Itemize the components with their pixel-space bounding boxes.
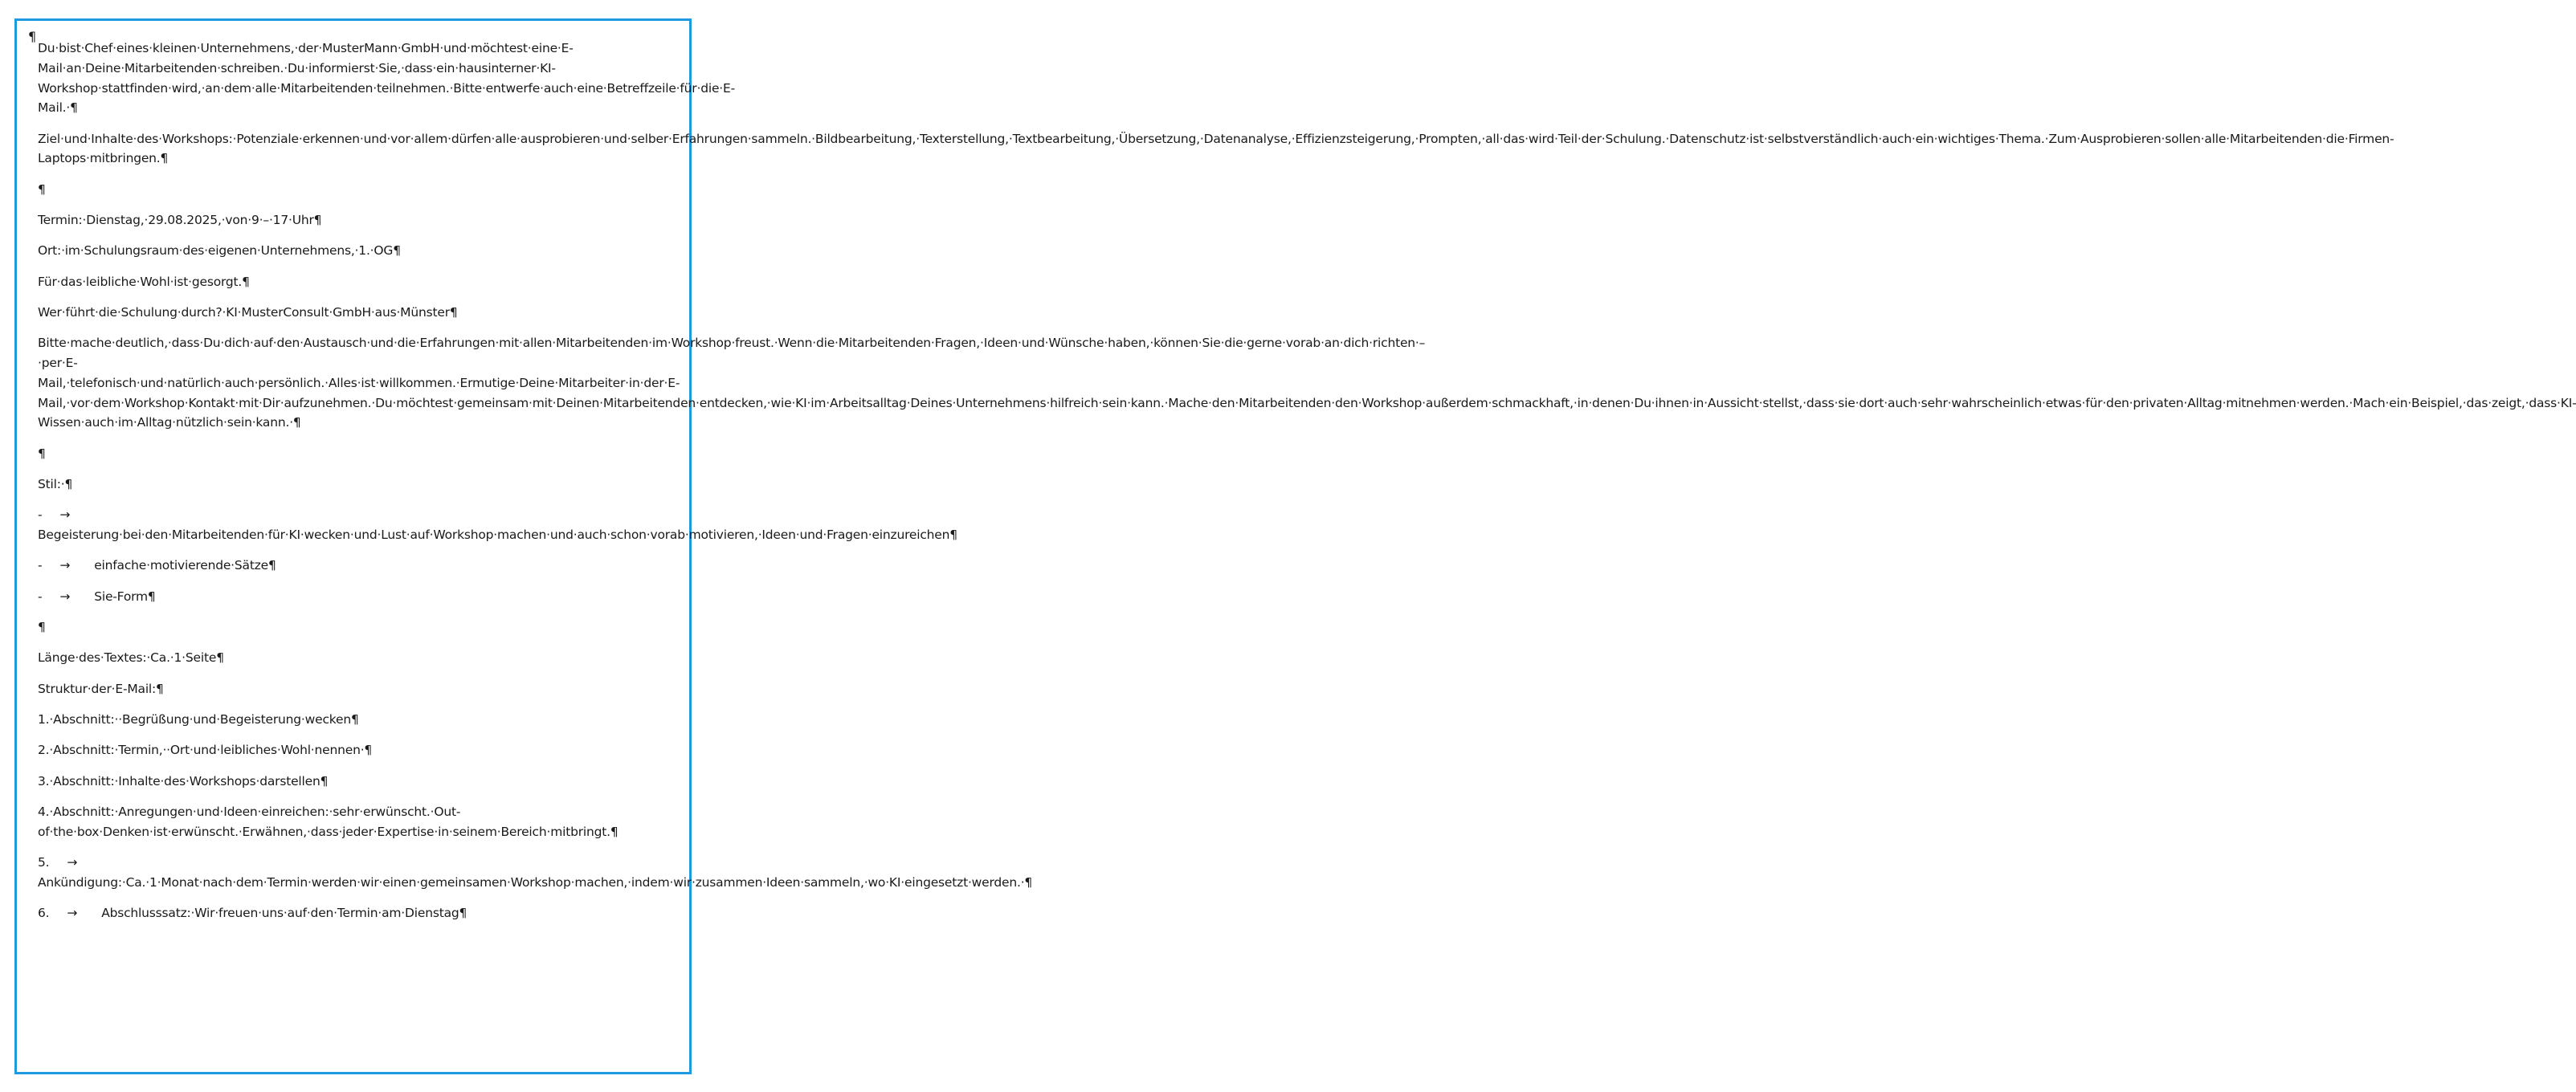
empty-paragraph[interactable]: ¶ — [38, 446, 46, 461]
style-list-item[interactable] — [38, 587, 680, 607]
paragraph-request[interactable]: Bitte·mache·deutlich,·dass·Du·dich·auf·den·Austausch·und·die·Erfahrungen·mit·allen·Mitarbeitenden·im·Workshop·freust.·Wenn·die·Mitarbeitenden·Fragen,·Ideen·und·Wünsche·haben,·können·Sie·die·gerne·vorab·an·dich·richten·–·per·E-Mail,·telefonisch·und·natürlich·auch·persönlich.·Alles·ist·willkommen.·Ermutige·Deine·Mitarbeiter·in·der·E-Mail,·vor·dem·Workshop·Kontakt·mit·Dir·aufzunehmen.·Du·möchtest·gemeinsam·mit·Deinen·Mitarbeitenden·entdecken,·wie·KI·im·Arbeitsalltag·Deines·Unternehmens·hilfreich·sein·kann.·Mache·den·Mitarbeitenden·den·Workshop·außerdem·schmackhaft,·in·denen·Du·ihnen·in·Aussicht·stellst,·dass·sie·dort·auch·sehr·wahrscheinlich·etwas·für·den·privaten·Alltag·mitnehmen·werden.·Mach·ein·Beispiel,·das·zeigt,·dass·KI-Wissen·auch·im·Alltag·nützlich·sein·kann.·¶ — [38, 336, 2576, 430]
pilcrow-mark: ¶ — [28, 29, 37, 44]
list-dash: - — [38, 507, 43, 523]
list-item-text: Abschlusssatz:·Wir·freuen·uns·auf·den·Termin·am·Dienstag¶ — [101, 906, 467, 920]
paragraph-place[interactable]: Ort:·im·Schulungsraum·des·eigenen·Unternehmens,·1.·OG¶ — [38, 243, 401, 259]
tab-arrow: → — [67, 854, 78, 870]
tab-arrow: → — [59, 589, 71, 604]
list-number: 6. — [38, 906, 50, 920]
tab-arrow: → — [59, 558, 71, 573]
numbered-list-item[interactable] — [38, 853, 1033, 893]
paragraph-date[interactable]: Termin:·Dienstag,·29.08.2025,·von·9·–·17·Uhr¶ — [38, 213, 322, 228]
style-list-item[interactable] — [38, 505, 957, 545]
section-3[interactable]: 3.·Abschnitt:·Inhalte·des·Workshops·darstellen¶ — [38, 773, 329, 788]
list-dash: - — [38, 558, 43, 573]
tab-arrow: → — [59, 507, 71, 523]
paragraph-goal[interactable]: Ziel·und·Inhalte·des·Workshops:·Potenziale·erkennen·und·vor·allem·dürfen·alle·ausprobieren·und·selber·Erfahrungen·sammeln.·Bildbearbeitung,·Texterstellung,·Textbearbeitung,·Übersetzung,·Datenanalyse,·Effizienzsteigerung,·Prompten,·all·das·wird·Teil·der·Schulung.·Datenschutz·ist·selbstverständlich·auch·ein·wichtiges·Thema.·Zum·Ausprobieren·sollen·alle·Mitarbeitenden·die·Firmen-Laptops·mitbringen.¶ — [38, 131, 2394, 166]
section-4[interactable]: 4.·Abschnitt:·Anregungen·und·Ideen·einreichen:·sehr·erwünscht.·Out-of·the·box·Denken·ist·erwünscht.·Erwähnen,·dass·jeder·Expertise·in·seinem·Bereich·mitbringt.¶ — [38, 804, 618, 839]
paragraph-length[interactable]: Länge·des·Textes:·Ca.·1·Seite¶ — [38, 650, 224, 666]
document-body[interactable] — [38, 39, 2576, 934]
paragraph-structure[interactable]: Struktur·der·E-Mail:¶ — [38, 681, 164, 696]
numbered-list-item[interactable] — [38, 903, 680, 923]
tab-arrow: → — [67, 906, 78, 920]
list-dash: - — [38, 589, 43, 604]
list-number: 5. — [38, 854, 50, 870]
list-item-text: Sie-Form¶ — [94, 589, 156, 604]
paragraph-trainer[interactable]: Wer·führt·die·Schulung·durch?·KI·MusterConsult·GmbH·aus·Münster¶ — [38, 304, 458, 320]
document-page[interactable] — [14, 18, 2576, 1074]
paragraph-catering[interactable]: Für·das·leibliche·Wohl·ist·gesorgt.¶ — [38, 274, 250, 289]
list-item-text: einfache·motivierende·Sätze¶ — [94, 558, 276, 573]
section-2[interactable]: 2.·Abschnitt:·Termin,··Ort·und·leibliches·Wohl·nennen·¶ — [38, 743, 373, 758]
section-1[interactable]: 1.·Abschnitt:··Begrüßung·und·Begeisterung·wecken¶ — [38, 711, 359, 727]
paragraph-style-heading[interactable]: Stil:·¶ — [38, 477, 73, 492]
empty-paragraph[interactable]: ¶ — [38, 181, 46, 197]
empty-paragraph[interactable]: ¶ — [38, 620, 46, 635]
paragraph-intro[interactable]: Du·bist·Chef·eines·kleinen·Unternehmens,·der·MusterMann·GmbH·und·möchtest·eine·E-Mail·an·Deine·Mitarbeitenden·schreiben.·Du·informierst·Sie,·dass·ein·hausinterner·KI-Workshop·stattfinden·wird,·an·dem·alle·Mitarbeitenden·teilnehmen.·Bitte·entwerfe·auch·eine·Betreffzeile·für·die·E-Mail.·¶ — [38, 41, 735, 116]
list-item-text: Begeisterung·bei·den·Mitarbeitenden·für·KI·wecken·und·Lust·auf·Workshop·machen·und·auch·schon·vorab·motivieren,·Ideen·und·Fragen·einzureichen¶ — [38, 528, 957, 543]
style-list-item[interactable] — [38, 556, 680, 576]
list-item-text: Ankündigung:·Ca.·1·Monat·nach·dem·Termin·werden·wir·einen·gemeinsamen·Workshop·machen,·indem·wir·zusammen·Ideen·sammeln,·wo·KI·eingesetzt·werden.·¶ — [38, 874, 1033, 890]
